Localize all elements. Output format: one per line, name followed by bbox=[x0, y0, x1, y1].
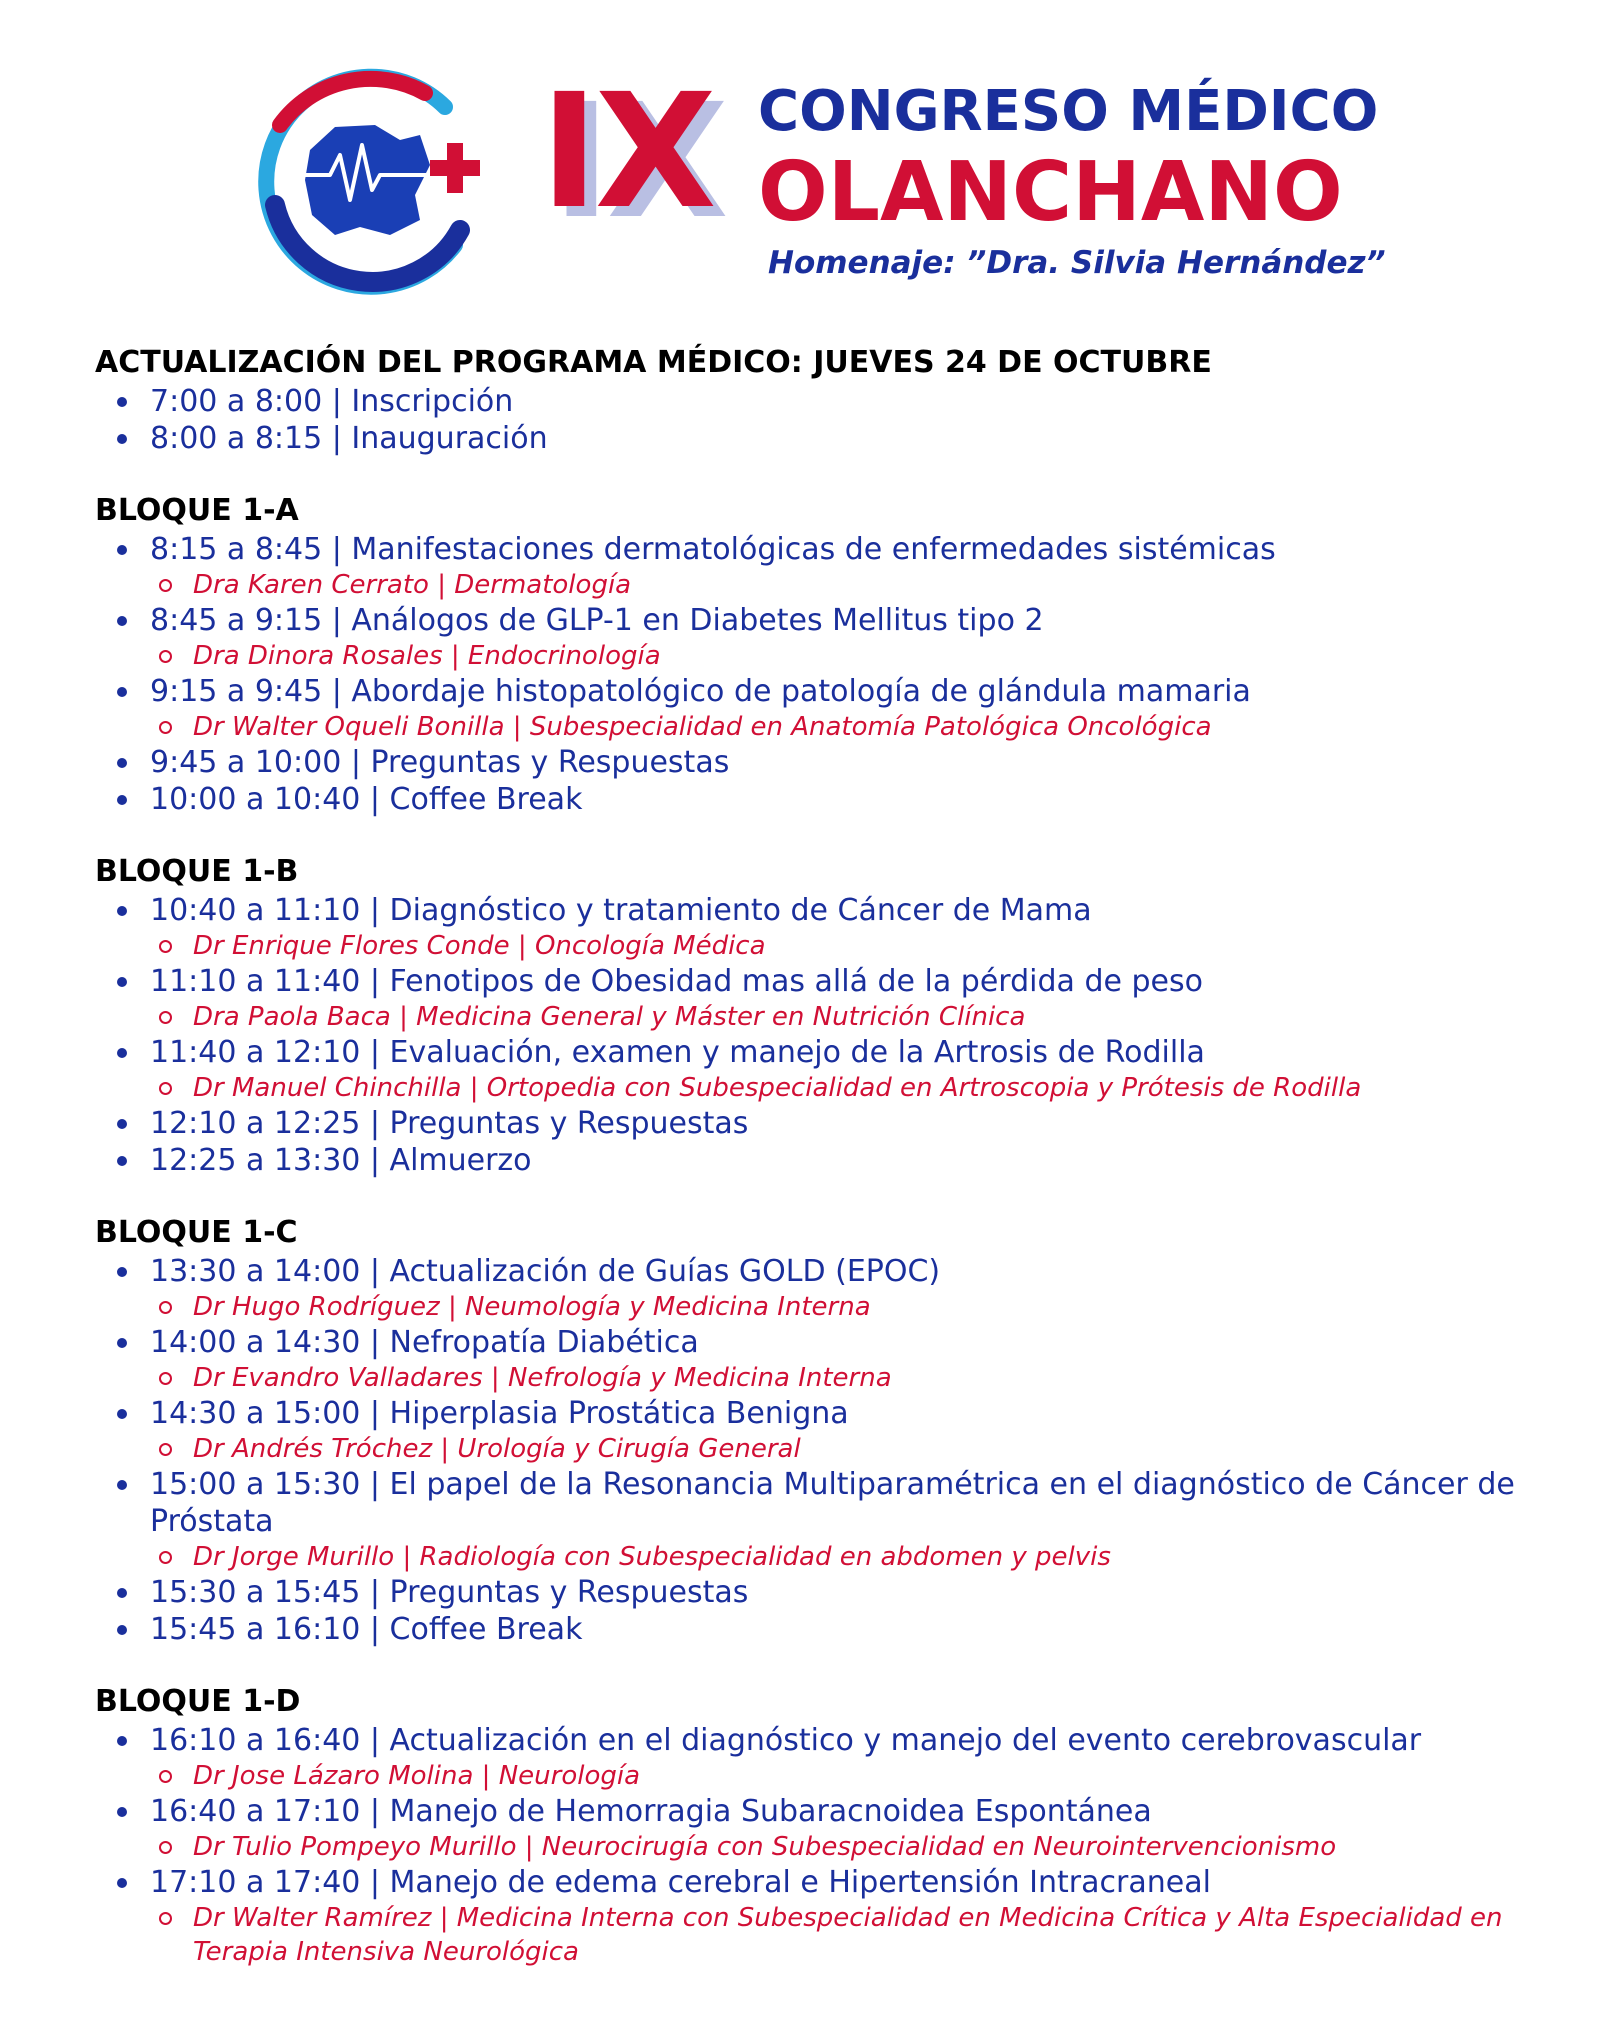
block-heading: BLOQUE 1-A bbox=[95, 493, 299, 528]
bullet-icon bbox=[117, 977, 127, 987]
speaker-line bbox=[150, 1432, 1595, 1466]
speaker-line bbox=[150, 1830, 1595, 1864]
bullet-icon bbox=[117, 687, 127, 697]
speaker-text: Dr Enrique Flores Conde | Oncología Médica bbox=[193, 931, 766, 961]
bullet-icon bbox=[117, 1878, 127, 1888]
bullet-icon bbox=[117, 1625, 127, 1635]
circle-bullet-icon bbox=[159, 1372, 172, 1385]
intro-section bbox=[95, 343, 1595, 457]
schedule-item bbox=[150, 1574, 1595, 1611]
bullet-icon bbox=[117, 1807, 127, 1817]
block-list bbox=[95, 531, 1595, 818]
schedule-item-text: 12:25 a 13:30 | Almuerzo bbox=[150, 1143, 532, 1178]
program-heading: ACTUALIZACIÓN DEL PROGRAMA MÉDICO: JUEVES 24 DE OCTUBRE bbox=[95, 345, 1212, 380]
bullet-icon bbox=[117, 1736, 127, 1746]
speaker-text: Dr Walter Ramírez | Medicina Interna con Subespecialidad en Medicina Crítica y Alta Especialidad en Terapia Intensiva Neurológica bbox=[193, 1903, 1503, 1967]
schedule-item bbox=[150, 1611, 1595, 1648]
schedule-item-text: 15:00 a 15:30 | El papel de la Resonancia Multiparamétrica en el diagnóstico de Cáncer de Próstata bbox=[150, 1467, 1515, 1539]
schedule-item bbox=[150, 383, 1595, 420]
schedule-item-text: 10:40 a 11:10 | Diagnóstico y tratamiento de Cáncer de Mama bbox=[150, 893, 1092, 928]
circle-bullet-icon bbox=[159, 1770, 172, 1783]
section-spacer bbox=[95, 1179, 1595, 1213]
bullet-icon bbox=[117, 434, 127, 444]
schedule-item bbox=[150, 744, 1595, 781]
speaker-text: Dra Paola Baca | Medicina General y Máster en Nutrición Clínica bbox=[193, 1002, 1026, 1032]
schedule-item-text: 15:45 a 16:10 | Coffee Break bbox=[150, 1612, 583, 1647]
bullet-icon bbox=[117, 397, 127, 407]
schedule-item-text: 8:00 a 8:15 | Inauguración bbox=[150, 421, 548, 456]
block-list bbox=[95, 1253, 1595, 1648]
schedule-item bbox=[150, 531, 1595, 602]
schedule-item bbox=[150, 673, 1595, 744]
speaker-text: Dra Karen Cerrato | Dermatología bbox=[193, 570, 632, 600]
speaker-text: Dra Dinora Rosales | Endocrinología bbox=[193, 641, 661, 671]
speaker-text: Dr Jose Lázaro Molina | Neurología bbox=[193, 1761, 641, 1791]
speaker-line bbox=[150, 1000, 1595, 1034]
schedule-item-text: 16:10 a 16:40 | Actualización en el diagnóstico y manejo del evento cerebrovascular bbox=[150, 1723, 1422, 1758]
schedule-item-text: 14:00 a 14:30 | Nefropatía Diabética bbox=[150, 1325, 699, 1360]
speaker-line bbox=[150, 639, 1595, 673]
schedule-item-text: 9:45 a 10:00 | Preguntas y Respuestas bbox=[150, 745, 730, 780]
block-heading: BLOQUE 1-B bbox=[95, 854, 299, 889]
block-section bbox=[95, 1213, 1595, 1648]
schedule-item-text: 13:30 a 14:00 | Actualización de Guías GOLD (EPOC) bbox=[150, 1254, 941, 1289]
schedule-item-text: 11:10 a 11:40 | Fenotipos de Obesidad mas allá de la pérdida de peso bbox=[150, 964, 1203, 999]
circle-bullet-icon bbox=[159, 1011, 172, 1024]
schedule-item bbox=[150, 892, 1595, 963]
section-spacer bbox=[95, 818, 1595, 852]
bullet-icon bbox=[117, 1156, 127, 1166]
bullet-icon bbox=[117, 906, 127, 916]
circle-bullet-icon bbox=[159, 650, 172, 663]
schedule-item-text: 11:40 a 12:10 | Evaluación, examen y manejo de la Artrosis de Rodilla bbox=[150, 1035, 1205, 1070]
circle-bullet-icon bbox=[159, 721, 172, 734]
circle-bullet-icon bbox=[159, 1912, 172, 1925]
schedule-item-text: 9:15 a 9:45 | Abordaje histopatológico de patología de glándula mamaria bbox=[150, 674, 1251, 709]
schedule-item bbox=[150, 602, 1595, 673]
schedule-item-text: 8:15 a 8:45 | Manifestaciones dermatológicas de enfermedades sistémicas bbox=[150, 532, 1276, 567]
block-list bbox=[95, 1722, 1595, 1969]
speaker-line bbox=[150, 710, 1595, 744]
circle-bullet-icon bbox=[159, 1551, 172, 1564]
schedule-item bbox=[150, 1864, 1595, 1969]
bullet-icon bbox=[117, 1267, 127, 1277]
header bbox=[0, 0, 1620, 320]
speaker-text: Dr Hugo Rodríguez | Neumología y Medicina Interna bbox=[193, 1292, 871, 1322]
congress-logo bbox=[240, 55, 490, 295]
speaker-line bbox=[150, 1759, 1595, 1793]
speaker-line bbox=[150, 929, 1595, 963]
schedule-item bbox=[150, 1253, 1595, 1324]
schedule-item bbox=[150, 1466, 1595, 1574]
blocks-container bbox=[95, 457, 1595, 1969]
schedule-item bbox=[150, 1324, 1595, 1395]
circle-bullet-icon bbox=[159, 1082, 172, 1095]
bullet-icon bbox=[117, 1588, 127, 1598]
speaker-line bbox=[150, 1361, 1595, 1395]
schedule-item bbox=[150, 420, 1595, 457]
congress-title-line2: OLANCHANO bbox=[758, 145, 1343, 240]
bullet-icon bbox=[117, 1119, 127, 1129]
speaker-text: Dr Walter Oqueli Bonilla | Subespecialidad en Anatomía Patológica Oncológica bbox=[193, 712, 1212, 742]
bullet-icon bbox=[117, 1048, 127, 1058]
block-heading: BLOQUE 1-C bbox=[95, 1215, 298, 1250]
circle-bullet-icon bbox=[159, 579, 172, 592]
schedule-item-text: 16:40 a 17:10 | Manejo de Hemorragia Subaracnoidea Espontánea bbox=[150, 1794, 1152, 1829]
block-section bbox=[95, 491, 1595, 818]
tribute-subtitle: Homenaje: ”Dra. Silvia Hernández” bbox=[768, 245, 1386, 281]
edition-number: IX bbox=[540, 60, 713, 244]
schedule-item bbox=[150, 781, 1595, 818]
schedule-item bbox=[150, 1105, 1595, 1142]
speaker-text: Dr Andrés Tróchez | Urología y Cirugía General bbox=[193, 1434, 801, 1464]
schedule-item bbox=[150, 1722, 1595, 1793]
bullet-icon bbox=[117, 545, 127, 555]
schedule-item bbox=[150, 1395, 1595, 1466]
speaker-text: Dr Evandro Valladares | Nefrología y Medicina Interna bbox=[193, 1363, 892, 1393]
congress-title-line1: CONGRESO MÉDICO bbox=[758, 79, 1379, 144]
speaker-line bbox=[150, 568, 1595, 602]
speaker-line bbox=[150, 1540, 1595, 1574]
speaker-text: Dr Jorge Murillo | Radiología con Subespecialidad en abdomen y pelvis bbox=[193, 1542, 1111, 1572]
schedule-item-text: 10:00 a 10:40 | Coffee Break bbox=[150, 782, 583, 817]
intro-list bbox=[95, 383, 1595, 457]
schedule-item bbox=[150, 963, 1595, 1034]
block-list bbox=[95, 892, 1595, 1179]
circle-bullet-icon bbox=[159, 940, 172, 953]
schedule-item bbox=[150, 1142, 1595, 1179]
bullet-icon bbox=[117, 1338, 127, 1348]
speaker-text: Dr Tulio Pompeyo Murillo | Neurocirugía con Subespecialidad en Neurointervencionismo bbox=[193, 1832, 1337, 1862]
bullet-icon bbox=[117, 1409, 127, 1419]
schedule-item-text: 8:45 a 9:15 | Análogos de GLP-1 en Diabetes Mellitus tipo 2 bbox=[150, 603, 1044, 638]
circle-bullet-icon bbox=[159, 1841, 172, 1854]
schedule-item-text: 7:00 a 8:00 | Inscripción bbox=[150, 384, 514, 419]
program bbox=[95, 343, 1595, 1969]
speaker-line bbox=[150, 1290, 1595, 1324]
bullet-icon bbox=[117, 1480, 127, 1490]
bullet-icon bbox=[117, 616, 127, 626]
block-section bbox=[95, 852, 1595, 1179]
schedule-item bbox=[150, 1793, 1595, 1864]
section-spacer bbox=[95, 1648, 1595, 1682]
speaker-line bbox=[150, 1901, 1595, 1969]
block-section bbox=[95, 1682, 1595, 1969]
schedule-item-text: 12:10 a 12:25 | Preguntas y Respuestas bbox=[150, 1106, 749, 1141]
schedule-item bbox=[150, 1034, 1595, 1105]
speaker-text: Dr Manuel Chinchilla | Ortopedia con Subespecialidad en Artroscopia y Prótesis de Rodilla bbox=[193, 1073, 1362, 1103]
schedule-item-text: 17:10 a 17:40 | Manejo de edema cerebral e Hipertensión Intracraneal bbox=[150, 1865, 1211, 1900]
section-spacer bbox=[95, 457, 1595, 491]
heart-monitor-map-cross-icon bbox=[240, 55, 490, 295]
bullet-icon bbox=[117, 758, 127, 768]
speaker-line bbox=[150, 1071, 1595, 1105]
circle-bullet-icon bbox=[159, 1443, 172, 1456]
schedule-item-text: 14:30 a 15:00 | Hiperplasia Prostática Benigna bbox=[150, 1396, 849, 1431]
block-heading: BLOQUE 1-D bbox=[95, 1684, 301, 1719]
schedule-item-text: 15:30 a 15:45 | Preguntas y Respuestas bbox=[150, 1575, 749, 1610]
circle-bullet-icon bbox=[159, 1301, 172, 1314]
bullet-icon bbox=[117, 795, 127, 805]
